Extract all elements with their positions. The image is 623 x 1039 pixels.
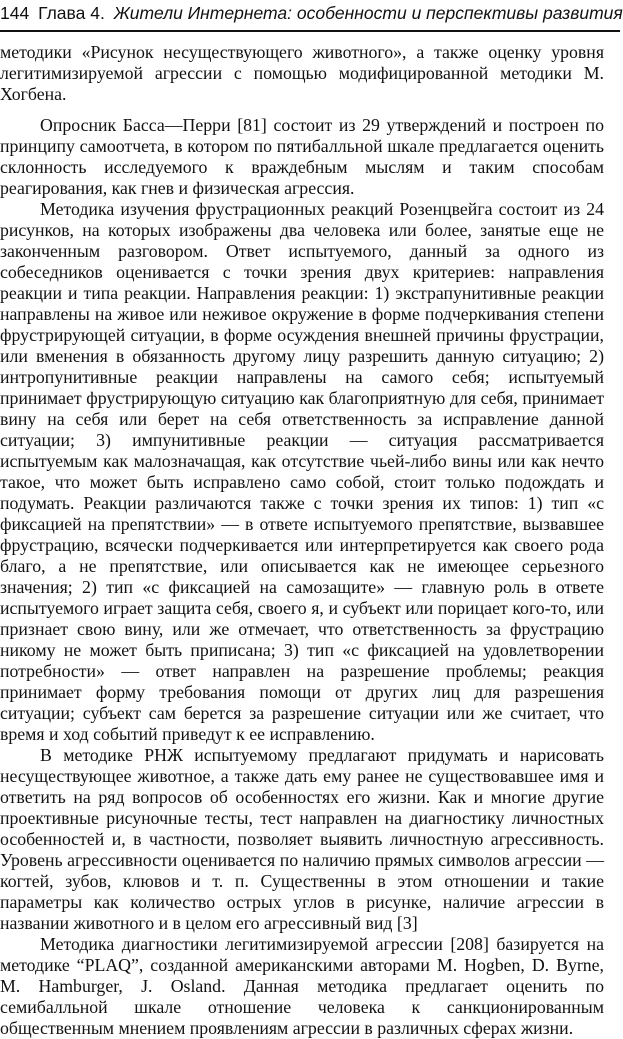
header-text: [0, 2, 623, 24]
paragraph-continuation: методики «Рисунок несуществующего животного», а также оценку уровня легитимизируемой агрессии с помощью модифицированной методики М. Хогбена.: [0, 42, 604, 104]
body-text: [0, 42, 604, 1039]
chapter-label: Глава 4.: [38, 3, 105, 23]
header-divider: [0, 30, 620, 32]
paragraph-plaq: Методика диагностики легитимизируемой агрессии [208] базируется на методике “PLAQ”, созданной американскими авторами M. Hogben, D. Byrne, M. Hamburger, J. Osland. Данная методика предлагает оценить по семибалльной шкале отношение человека к санкционированным общественным мнением проявлениям агрессии в различных сферах жизни.: [0, 934, 604, 1038]
chapter-title: Жители Интернета: особенности и перспективы развития: [113, 3, 623, 23]
page-number: 144: [0, 3, 30, 23]
running-header: [0, 0, 623, 34]
paragraph-buss-perry: Опросник Басса—Перри [81] состоит из 29 утверждений и построен по принципу самоотчета, в котором по пятибалльной шкале предлагается оценить склонность исследуемого к враждебным мыслям и таким способам реагирования, как гнев и физическая агрессия.: [0, 115, 604, 198]
paragraph-rnzh: В методике РНЖ испытуемому предлагают придумать и нарисовать несуществующее животное, а также дать ему ранее не существовавшее имя и ответить на ряд вопросов об особенностях его жизни. Как и многие другие проективные рисуночные тесты, тест направлен на диагностику личностных особенностей и, в частности, позволяет выявить личностную агрессивность. Уровень агрессивности оценивается по наличию прямых символов агрессии — когтей, зубов, клювов и т. п. Существенны в этом отношении и такие параметры как количество острых углов в рисунке, наличие агрессии в названии животного и в целом его агрессивный вид [3]: [0, 745, 604, 933]
paragraph-rosenzweig: Методика изучения фрустрационных реакций Розенцвейга состоит из 24 рисунков, на которых изображены два человека или более, занятые еще не законченным разговором. Ответ испытуемого, данный за одного из собеседников оценивается с точки зрения двух критериев: направления реакции и типа реакции. Направления реакции: 1) экстрапунитивные реакции направлены на живое или неживое окружение в форме подчеркивания степени фрустрирующей ситуации, в форме осуждения внешней причины фрустрации, или вменения в обязанность другому лицу разрешить данную ситуацию; 2) интропунитивные реакции направлены на самого себя; испытуемый принимает фрустрирующую ситуацию как благоприятную для себя, принимает вину на себя или берет на себя ответственность за исправление данной ситуации; 3) импунитивные реакции — ситуация рассматривается испытуемым как малозначащая, как отсутствие чьей-либо вины или как нечто такое, что может быть исправлено само собой, стоит только подождать и подумать. Реакции различаются также с точки зрения их типов: 1) тип «с фиксацией на препятствии» — в ответе испытуемого препятствие, вызвавшее фрустрацию, всячески подчеркивается или интерпретируется как своего рода благо, а не препятствие, или описывается как не имеющее серьезного значения; 2) тип «с фиксацией на самозащите» — главную роль в ответе испытуемого играет защита себя, своего я, и субъект или порицает кого-то, или признает свою вину, или же отмечает, что ответственность за фрустрацию никому не может быть приписана; 3) тип «с фиксацией на удовлетворении потребности» — ответ направлен на разрешение проблемы; реакция принимает форму требования помощи от других лиц для разрешения ситуации; субъект сам берется за разрешение ситуации или же считает, что время и ход событий приведут к ее исправлению.: [0, 199, 604, 744]
